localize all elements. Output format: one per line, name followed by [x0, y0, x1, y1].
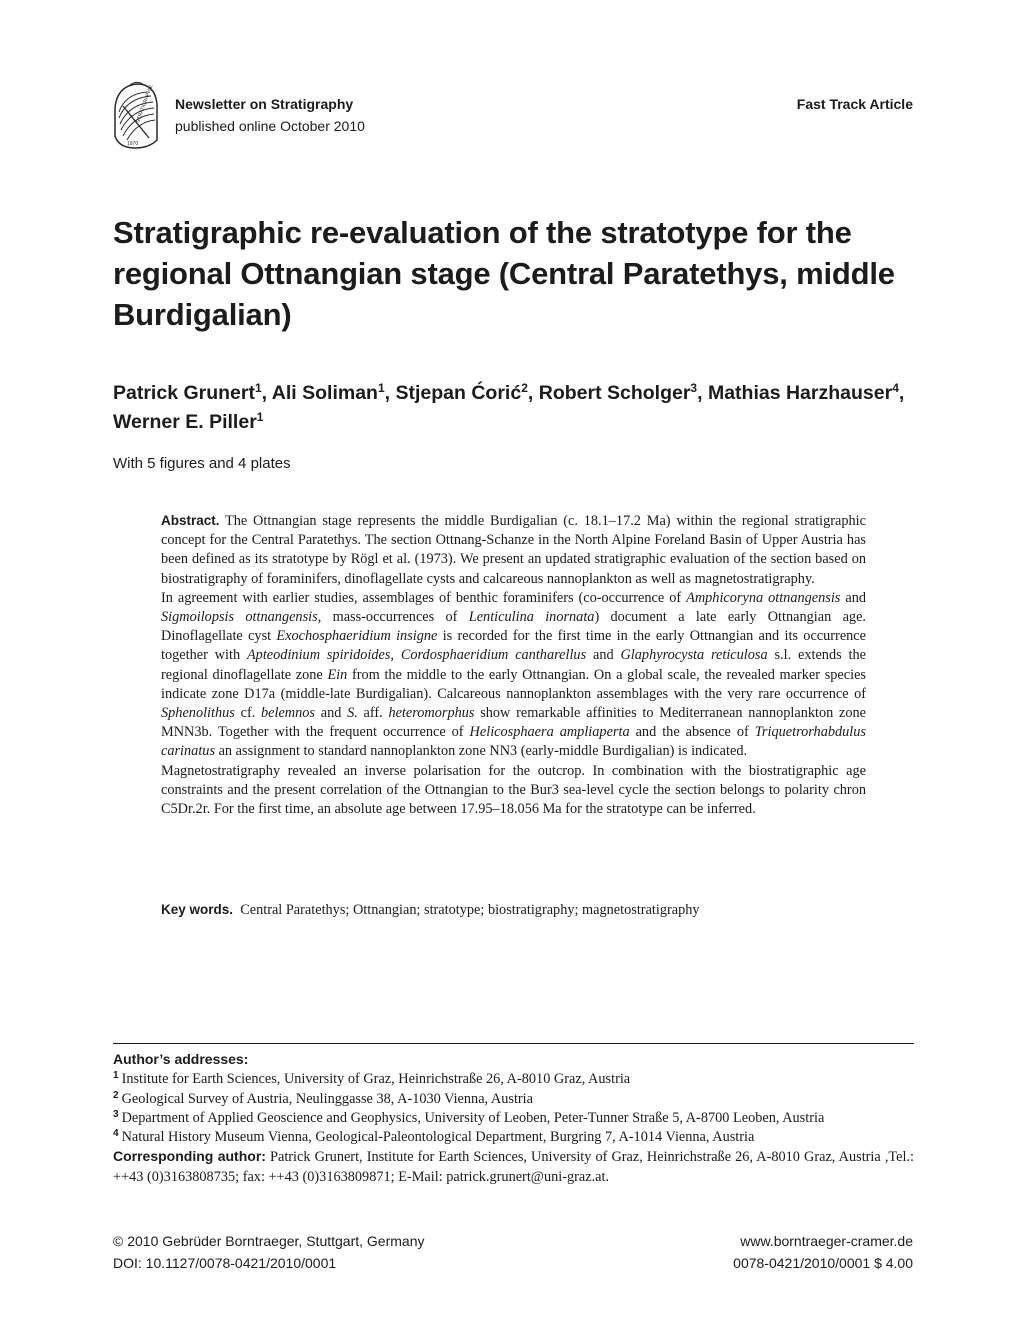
author-affiliation: 1	[256, 410, 264, 424]
journal-name: Newsletter on Stratigraphy	[175, 96, 354, 112]
address-item	[113, 1128, 914, 1147]
address-item	[113, 1070, 914, 1089]
taxon-name: S.	[347, 705, 358, 722]
abstract-text: from the middle to the early Ottnangian. On a global scale, the revealed marker species indicate zone D17a (middle-late Burdigalian). Calcareous nannoplankton assemblages with the very rare occurrence of	[161, 666, 866, 702]
abstract-paragraph-1	[161, 511, 866, 589]
abstract-text: s.l. extends the regional dinoflagellate zone	[161, 647, 866, 683]
abstract-text: cf.	[234, 705, 261, 722]
address-item	[113, 1109, 914, 1128]
abstract-text: an assignment to standard nannoplankton zone NN3 (early-middle Burdigalian) is indicated.	[215, 743, 748, 760]
abstract-text: The Ottnangian stage represents the middle Burdigalian (c. 18.1–17.2 Ma) within the regional stratigraphic concept for the Central Paratethys. The section Ottnang-Schanze in the North Alpine Foreland Basin of Upper Austria has been defined as its stratotype by Rögl et al. (1973). We present an updated stratigraphic evaluation of the section based on biostratigraphy of foraminifers, dinoflagellate cysts and calcareous nannoplankton as well as magnetostratigraphy.	[161, 513, 866, 587]
author-name: Werner E. Piller	[113, 411, 257, 433]
abstract-paragraph-3: Magnetostratigraphy revealed an inverse polarisation for the outcrop. In combination with the biostratigraphic age constraints and the present correlation of the Ottnangian to the Bur3 sea-level cycle the section belongs to polarity chron C5Dr.2r. For the first time, an absolute age between 17.95–18.056 Ma for the stratotype can be inferred.	[161, 762, 866, 818]
taxon-name: Helicosphaera ampliaperta	[469, 724, 630, 741]
addresses-heading: Author’s addresses:	[113, 1051, 249, 1067]
taxon-name: Cordosphaeridium cantharellus	[400, 647, 587, 664]
author-name: Ali Soliman	[271, 382, 378, 404]
publisher-website: www.borntraeger-cramer.de	[740, 1233, 913, 1249]
taxon-name: belemnos	[261, 705, 315, 722]
author-affiliation: 4	[892, 381, 899, 395]
doi: DOI: 10.1127/0078-0421/2010/0001	[113, 1255, 337, 1271]
keywords	[161, 900, 866, 920]
address-item	[113, 1090, 914, 1109]
logo-year: 1970	[127, 141, 139, 147]
figures-note: With 5 figures and 4 plates	[113, 455, 291, 472]
taxon-name: Sigmoilopsis ottnangensis	[161, 609, 318, 626]
abstract-text: ) document a late early Ottnangian age. Dinoflagellate cyst	[161, 609, 866, 645]
keywords-label: Key words.	[161, 902, 234, 917]
footnote-divider	[113, 1043, 914, 1044]
author-affiliation: 3	[690, 381, 698, 395]
address-text: Institute for Earth Sciences, University of Graz, Heinrichstraße 26, A-8010 Graz, Austria	[121, 1071, 631, 1088]
abstract-text: is recorded for the first time in the early Ottnangian and its occurrence together with	[161, 628, 867, 664]
author-affiliation: 1	[254, 381, 262, 395]
address-number: 3	[113, 1108, 119, 1120]
keywords-text: Central Paratethys; Ottnangian; stratotype; biostratigraphy; magnetostratigraphy	[240, 902, 700, 918]
abstract-text: show remarkable affinities to Mediterranean nannoplankton zone MNN3b. Together with the frequent occurrence of	[161, 705, 866, 741]
author-name: Mathias Harzhauser	[707, 382, 893, 404]
author-affiliation: 1	[377, 381, 385, 395]
abstract-text: and the absence of	[629, 724, 755, 741]
abstract-text: and	[840, 589, 866, 606]
address-number: 1	[113, 1070, 119, 1082]
address-text: Geological Survey of Austria, Neulinggasse 38, A-1030 Vienna, Austria	[121, 1090, 533, 1107]
abstract-text: , mass-occurrences of	[317, 609, 469, 626]
abstract	[161, 511, 866, 819]
taxon-name: Sphenolithus	[161, 705, 235, 722]
copyright: © 2010 Gebrüder Borntraeger, Stuttgart, Germany	[113, 1233, 425, 1249]
abstract-text: and	[586, 647, 621, 664]
abstract-label: Abstract.	[161, 513, 220, 528]
author-affiliation: 2	[521, 381, 528, 395]
taxon-name: heteromorphus	[388, 705, 475, 722]
journal-logo	[109, 78, 163, 152]
abstract-text: aff.	[357, 705, 389, 722]
corresponding-author	[113, 1147, 914, 1187]
abstract-text: and	[315, 705, 348, 722]
taxon-name: Exochosphaeridium insigne	[276, 628, 438, 645]
taxon-name: Apteodinium spiridoides	[246, 647, 391, 664]
author-name: Patrick Grunert	[113, 382, 255, 404]
issn-price: 0078-0421/2010/0001 $ 4.00	[733, 1255, 913, 1271]
taxon-name: Amphicoryna ottnangensis	[686, 589, 841, 606]
author-list: Patrick Grunert$^1$, Ali Soliman$^1$, Stjepan Ćorić$^2$, Robert Scholger$^3$, Mathias Harzhauser$^4$, Werner E. Piller$^1$	[113, 381, 905, 433]
abstract-text: In agreement with earlier studies, assemblages of benthic foraminifers (co-occurrence of	[161, 589, 687, 606]
paper-title: Stratigraphic re-evaluation of the stratotype for the regional Ottnangian stage (Central Paratethys, middle Burdigalian)	[113, 215, 895, 332]
article-type: Fast Track Article	[796, 96, 913, 112]
address-number: 2	[113, 1089, 119, 1101]
address-text: Department of Applied Geoscience and Geophysics, University of Leoben, Peter-Tunner Straße 5, A-8700 Leoben, Austria	[121, 1109, 825, 1126]
address-number: 4	[113, 1128, 119, 1140]
abstract-paragraph-2	[161, 589, 866, 762]
corresponding-label: Corresponding author:	[113, 1148, 266, 1165]
author-name: Robert Scholger	[538, 382, 691, 404]
zone-name: Ein	[327, 666, 348, 683]
taxon-name: Triquetrorhabdulus carinatus	[161, 724, 866, 760]
logo-ring-text: STRATIGRAPHIE	[135, 84, 155, 124]
published-date: published online October 2010	[175, 118, 365, 134]
author-name: Stjepan Ćorić	[395, 382, 522, 404]
abstract-text: ,	[390, 647, 401, 664]
taxon-name: Lenticulina inornata	[468, 609, 595, 626]
address-text: Natural History Museum Vienna, Geological-Paleontological Department, Burgring 7, A-1014 Vienna, Austria	[121, 1129, 755, 1146]
corresponding-text: Patrick Grunert, Institute for Earth Sciences, University of Graz, Heinrichstraße 26, A-8010 Graz, Austria ,Tel.: ++43 (0)3163808735; fax: ++43 (0)3163809871; E-Mail: patrick.grunert@uni-graz.at.	[113, 1149, 914, 1185]
author-addresses	[113, 1050, 914, 1187]
taxon-name: Glaphyrocysta reticulosa	[620, 647, 768, 664]
